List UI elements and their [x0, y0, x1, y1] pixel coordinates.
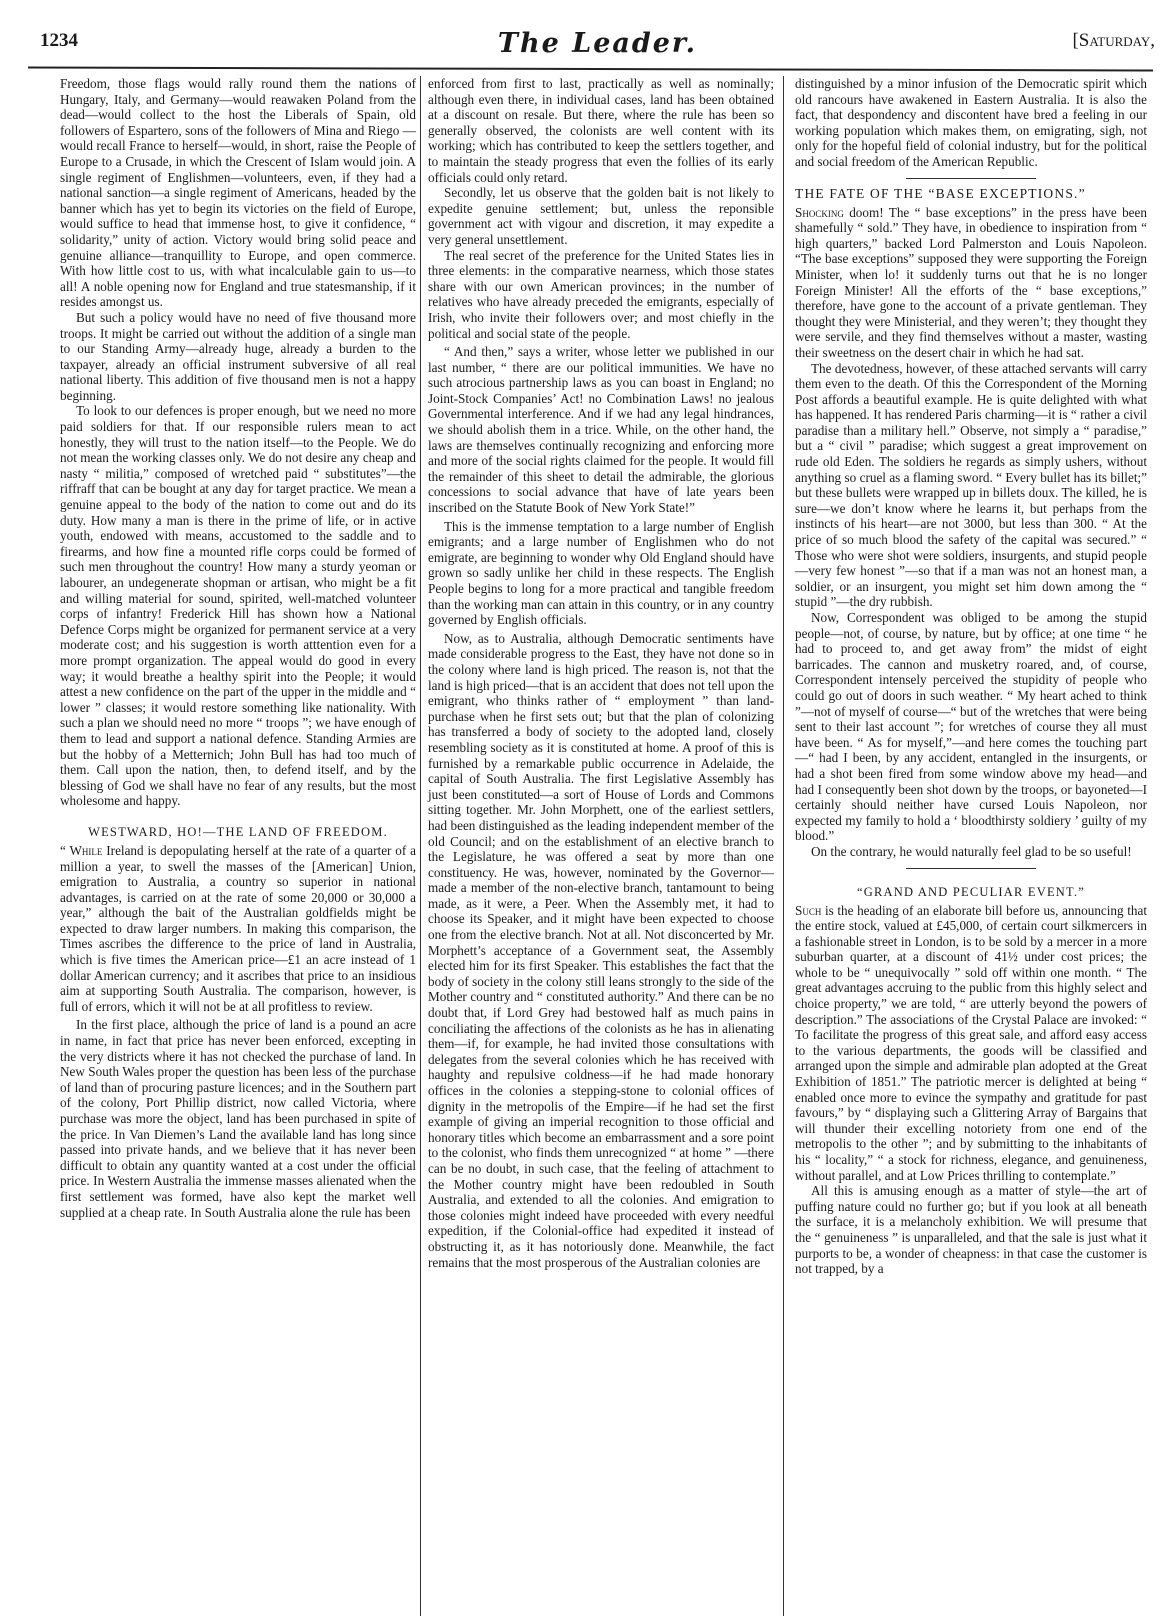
section-rule	[906, 178, 1036, 179]
article-heading-grand-event: “GRAND AND PECULIAR EVENT.”	[857, 884, 1085, 899]
lead-word: “ While	[60, 842, 103, 858]
paragraph: Shocking doom! The “ base exceptions” in the press have been shamefully “ sold.” They have, in obedience to inspiration from “ high quarters,” backed Lord Palmerston and Louis Napoleon. “The base exceptions” supposed they were supporting the Foreign Minister, when lo! it suddenly turns out that he is no longer Foreign Minister! All the efforts of the “ base exceptions,” therefore, have gone to the account of a private gentleman. They thought they were Ministerial, and they weren’t; they thought they were servile, and they find themselves without a master, wasting their sweetness on the desert chair in which he had sat.	[795, 204, 1147, 360]
paragraph: In the first place, although the price of land is a pound an acre in name, in fact that price has never been enforced, excepting in the very districts where it has not checked the purchase of land. In New South Wales proper the question has been less of the purchase of land than of procuring pasture licences; and in the Southern part of the colony, Port Phillip district, now called Victoria, where purchase was more the object, land has been purchased in spite of the price. In Van Diemen’s Land the available land has long since passed into private hands, and we believe that it has never been difficult to obtain any quantity wanted at a cost under the official price. In Western Australia the immense masses alienated when the first settlement was formed, have also kept the market well supplied at a cheap rate. In South Australia alone the rule has been	[60, 1017, 416, 1220]
paragraph: This is the immense temptation to a large number of English emigrants; and a large number of Englishmen who do not emigrate, are beginning to wonder why Old England should have grown so sadly unlike her child in these respects. The English People begins to long for a more practical and tangible freedom than the working man can attain in this country, or in any country governed by English officials.	[428, 518, 774, 628]
article-heading-westward-ho: WESTWARD, HO!—THE LAND OF FREEDOM.	[88, 824, 388, 839]
paragraph: But such a policy would have no need of five thousand more troops. It might be carried out without the addition of a single man to our Standing Army—already huge, already a burden to the taxpayer, already an official instrument subversive of all real national liberty. This addition of five thousand men is not a happy beginning.	[60, 309, 416, 403]
lead-word: Such	[795, 902, 822, 918]
paragraph: enforced from first to last, practically as well as nominally; although even there, in individual cases, land has been obtained at a discount on resale. But there, where the rule has been so generally observed, the colonists are well content with its working; which has contributed to keep the settlers together, and to maintain the steady progress that even the follies of its early officials could only retard.	[428, 76, 774, 185]
paragraph: “ And then,” says a writer, whose letter we published in our last number, “ there are our political immunities. We have no such atrocious partnership laws as you can boast in England; no Joint-Stock Companies’ Act! no Combination Laws! no jealous Governmental interference. And if we had any legal hindrances, we should abolish them in a trice. While, on the other hand, the laws are themselves continually recognizing and enforcing more and more of the social rights claimed for the people. It would fill the remainder of this sheet to detail the admirable, the glorious concessions to social advance that have of late years been inscribed on the Statute Book of New York State!”	[428, 344, 774, 516]
newspaper-title: The Leader.	[497, 28, 698, 59]
section-rule	[906, 868, 1036, 869]
masthead-rule	[28, 67, 1153, 72]
masthead	[40, 28, 1155, 64]
paragraph: On the contrary, he would naturally feel glad to be so useful!	[811, 843, 1132, 859]
paragraph: To look to our defences is proper enough, but we need no more paid soldiers for that. If our responsible rulers mean to act honestly, they will trust to the nation itself—to the People. We do not mean the working classes only. We do not desire any cheap and nasty “ militia,” composed of wretched paid “ substitutes”—the riffraff that can be bought at any day for target practice. We mean a genuine appeal to the body of the nation to come out and do its duty. How many a man is there in the prime of life, or in active youth, endowed with means, accustomed to the saddle and to firearms, and how fine a mounted rifle corps could be formed of such men throughout the country! How many a sturdy yeoman or labourer, an undegenerate shopman or artisan, who might be a fit and willing material for sound, spirited, well-matched volunteer corps of infantry! Frederick Hill has shown how a National Defence Corps might be organized for permanent service at a very moderate cost; and his suggestion is worth atttention even for a more prompt organization. The appeal would do good in every way; it would breathe a healthy spirit into the People; it would attest a new confidence on the part of the upper in the middle and “ lower ” classes; it would restore something like nationality. With such a plan we should need no more “ troops ”; we have enough of them to lead and support a national defence. Standing Armies are but the hobby of a Metternich; John Bull has had too much of them. Call upon the nation, then, to defend itself, and by the blessing of God we shall have no fear of any results, but the most wholesome and happy.	[60, 403, 416, 809]
paragraph: Now, Correspondent was obliged to be among the stupid people—not, of course, by nature, but by office; at one time “ he had to proceed to, and get away from” the midst of eight barricades. The cannon and musketry roared, and, of course, Correspondent intensely perceived the stupidity of people who could go out of doors in such weather. “ My heart ached to think ”—not of myself of course—“ but of the wretches that were being sent to their last account ”; for wretches of course they all must have been. “ As for myself,”—and here comes the touching part—“ had I been, by any accident, entangled in the insurgents, or had a shot been fired from some window above my head—and had I consequently been shot down by the troops, or bayoneted—I certainly should neither have cursed Louis Napoleon, nor expected my family to hold a ‘ bloodthirsty soldiery ’ guilty of my blood.”	[795, 610, 1147, 844]
column-divider	[783, 76, 784, 1616]
paragraph: The real secret of the preference for the United States lies in three elements: in the comparative nearness, which those states share with our own American provinces; in the number of relatives who have already preceded the emigrants, especially of Irish, who invite their followers over; and most chiefly in the political and social state of the people.	[428, 247, 774, 341]
column-3	[795, 76, 1147, 1277]
paragraph: “ While Ireland is depopulating herself at the rate of a quarter of a million a year, to swell the masses of the [American] Union, emigration to Australia, a country so superior in national advantages, is carried on at the rate of some 20,000 or 30,000 a year,” although the bait of the Australian goldfields might be expected to draw larger numbers. In making this comparison, the Times ascribes the difference to the price of land in Australia, which is five times the American price—£1 an acre instead of 1 dollar American currency; and it ascribes that price to an insidious aim at supporting South Australia. The comparison, however, is full of errors, which it will not be at all profitless to review.	[60, 842, 416, 1014]
paragraph: Now, as to Australia, although Democratic sentiments have made considerable progress to the East, they have not done so in the colony where land is high priced. The reason is, not that the land is high priced—that is an accident that does not tell upon the emigrant, who thinks rather of “ employment ” than land-purchase when he first sets out; but that the plan of colonizing has transferred a body of society to the adopted land, closely resembling society as it is constituted at home. A proof of this is furnished by a remarkable public occurrence in Adelaide, the capital of South Australia. The first Legislative Assembly has just been constituted—a sort of House of Lords and Commons sitting together. Mr. John Morphett, one of the earliest settlers, had been distinguished as the leading independent member of the old Council; and on the establishment of an elective branch to the Legislature, he was offered a seat by more than one constituency. He was, however, nominated by the Governor—made a member of the non-elective branch, tantamount to being made, as it were, a Peer. When the Assembly met, it had to choose its Speaker, and it might have been expected to choose one from the elective branch. Not at all. Not disconcerted by Mr. Morphett’s acceptance of a Government seat, the Assembly elected him for its first Speaker. This establishes the fact that the body of society in the colony still leans strongly to the side of the Mother country and “ constituted authority.” And there can be no doubt that, if Lord Grey had bestowed half as much pains in conciliating the affections of the colonists as he has in alienating them—if, for example, he had invited those consultations with delegates from the several colonies which he has received with haughty and repulsive coldness—if he had made honorary offices in the colonies a stepping-stone to colonial offices of dignity in the metropolis of the Empire—if he had set the first example of giving an imperial recognition to those official and honorary titles which become an embarrassment and a sore point to the colonist, who finds them unrecognized “ at home ” —there can be no doubt, in such case, that the feeling of attachment to the Mother country might have been redoubled in South Australia, and extended to all the colonies. And emigration to those colonies might indeed have proceeded with every needful expedition, if the Colonial-office had expedited it instead of obstructing it, as it has notoriously done. Meanwhile, the fact remains that the most prosperous of the Australian colonies are	[428, 630, 774, 1270]
paragraph: Such is the heading of an elaborate bill before us, announcing that the entire stock, valued at £45,000, of certain court silkmercers in a fashionable street in London, is to be sold by a mercer in a more suburban quarter, at a discount of 41½ under cost prices; the whole to be “ unequivocally ” sold off within one month. “ The great advantages accruing to the public from this highly select and choice property,” we are told, “ are utterly beyond the powers of description.” The associations of the Crystal Palace are invoked: “ To facilitate the progress of this great sale, and afford easy access to the various departments, the goods will be classified and arranged upon the simple and admirable plan adopted at the Great Exhibition of 1851.” The patriotic mercer is delighted at being “ enabled once more to evince the sympathy and gratitude for past favours,” by “ displaying such a Glittering Array of Bargains that will thunder their excelling notoriety from one end of the metropolis to the other ”; and by submitting to the inhabitants of his “ locality,” “ a stock for richness, elegance, and genuineness, without parallel, and at Low Prices thrilling to contemplate.”	[795, 902, 1147, 1183]
paragraph: Freedom, those flags would rally round them the nations of Hungary, Italy, and Germany—would reawaken Poland from the dead—would collect to the host the Liberals of Spain, old followers of Espartero, sons of the followers of Mina and Riego —would recall France to herself—would, in short, raise the People of Europe to a Crusade, in which the Crescent of Islam would join. A single regiment of Englishmen—volunteers, even, if they had a national sanction—a single regiment of Americans, headed by the banner which has yet to begin its victories on the field of Europe, would suffice to head that immense host, to give it confidence, “ solidarity,” unity of action. Victory would bring solid peace and genuine alliance—tranquillity to Europe, and open commerce. With how little cost to us, with what incalculable gain to us—to all! A noble opening now for England and true statesmanship, if it resides amongst us.	[60, 76, 416, 310]
page-number: 1234	[40, 30, 78, 51]
column-1	[60, 76, 416, 1220]
issue-day: [Saturday,	[1072, 30, 1155, 51]
paragraph: All this is amusing enough as a matter of style—the art of puffing nature could no further go; but if you look at all beneath the surface, it is a melancholy exhibition. We will presume that the “ genuineness ” is unparalleled, and that the sale is just what it purports to be, a wonder of cheapness: in that case the customer is not trapped, by a	[795, 1183, 1147, 1277]
column-2	[428, 76, 774, 1270]
paragraph: The devotedness, however, of these attached servants will carry them even to the death. Of this the Correspondent of the Morning Post affords a beautiful example. He is quite delighted with what has happened. It has rendered Paris charming—it is “ rather a civil paradise than a military hell.” Observe, not simply a “ paradise,” but a “ civil ” paradise; which suggest a great improvement on rude old Eden. The soldiers he regards as simply ushers, without anything so cruel as a flaming sword. “ Every bullet has its billet;” but these bullets were wrapped up in billets doux. The killed, he is sure—we don’t know where he learns it, but perhaps from the instincts of his heart—are not 3000, but less than 300. “ At the price of so much blood the safety of the capital was secured.” “ Those who were shot were soldiers, insurgents, and stupid people—very few honest ”—so that if a man was not an honest man, a soldier, or an insurgent, you might set him down among the “ stupid ”—the dry rubbish.	[795, 360, 1147, 610]
article-heading-base-exceptions: THE FATE OF THE “BASE EXCEPTIONS.”	[795, 185, 1086, 201]
lead-word: Shocking	[795, 204, 844, 220]
paragraph: distinguished by a minor infusion of the Democratic spirit which old rancours have awakened in Eastern Australia. It is also the fact, that despondency and discontent have bred a feeling in our working population which makes them, on emigrating, sigh, not only for the hopeful field of colonial industry, but for the political and social freedom of the American Republic.	[795, 76, 1147, 169]
paragraph: Secondly, let us observe that the golden bait is not likely to expedite genuine settlement; but, unless the reponsible government act with vigour and discretion, it may expedite a very general unsettlement.	[428, 185, 774, 247]
column-divider	[420, 76, 421, 1616]
